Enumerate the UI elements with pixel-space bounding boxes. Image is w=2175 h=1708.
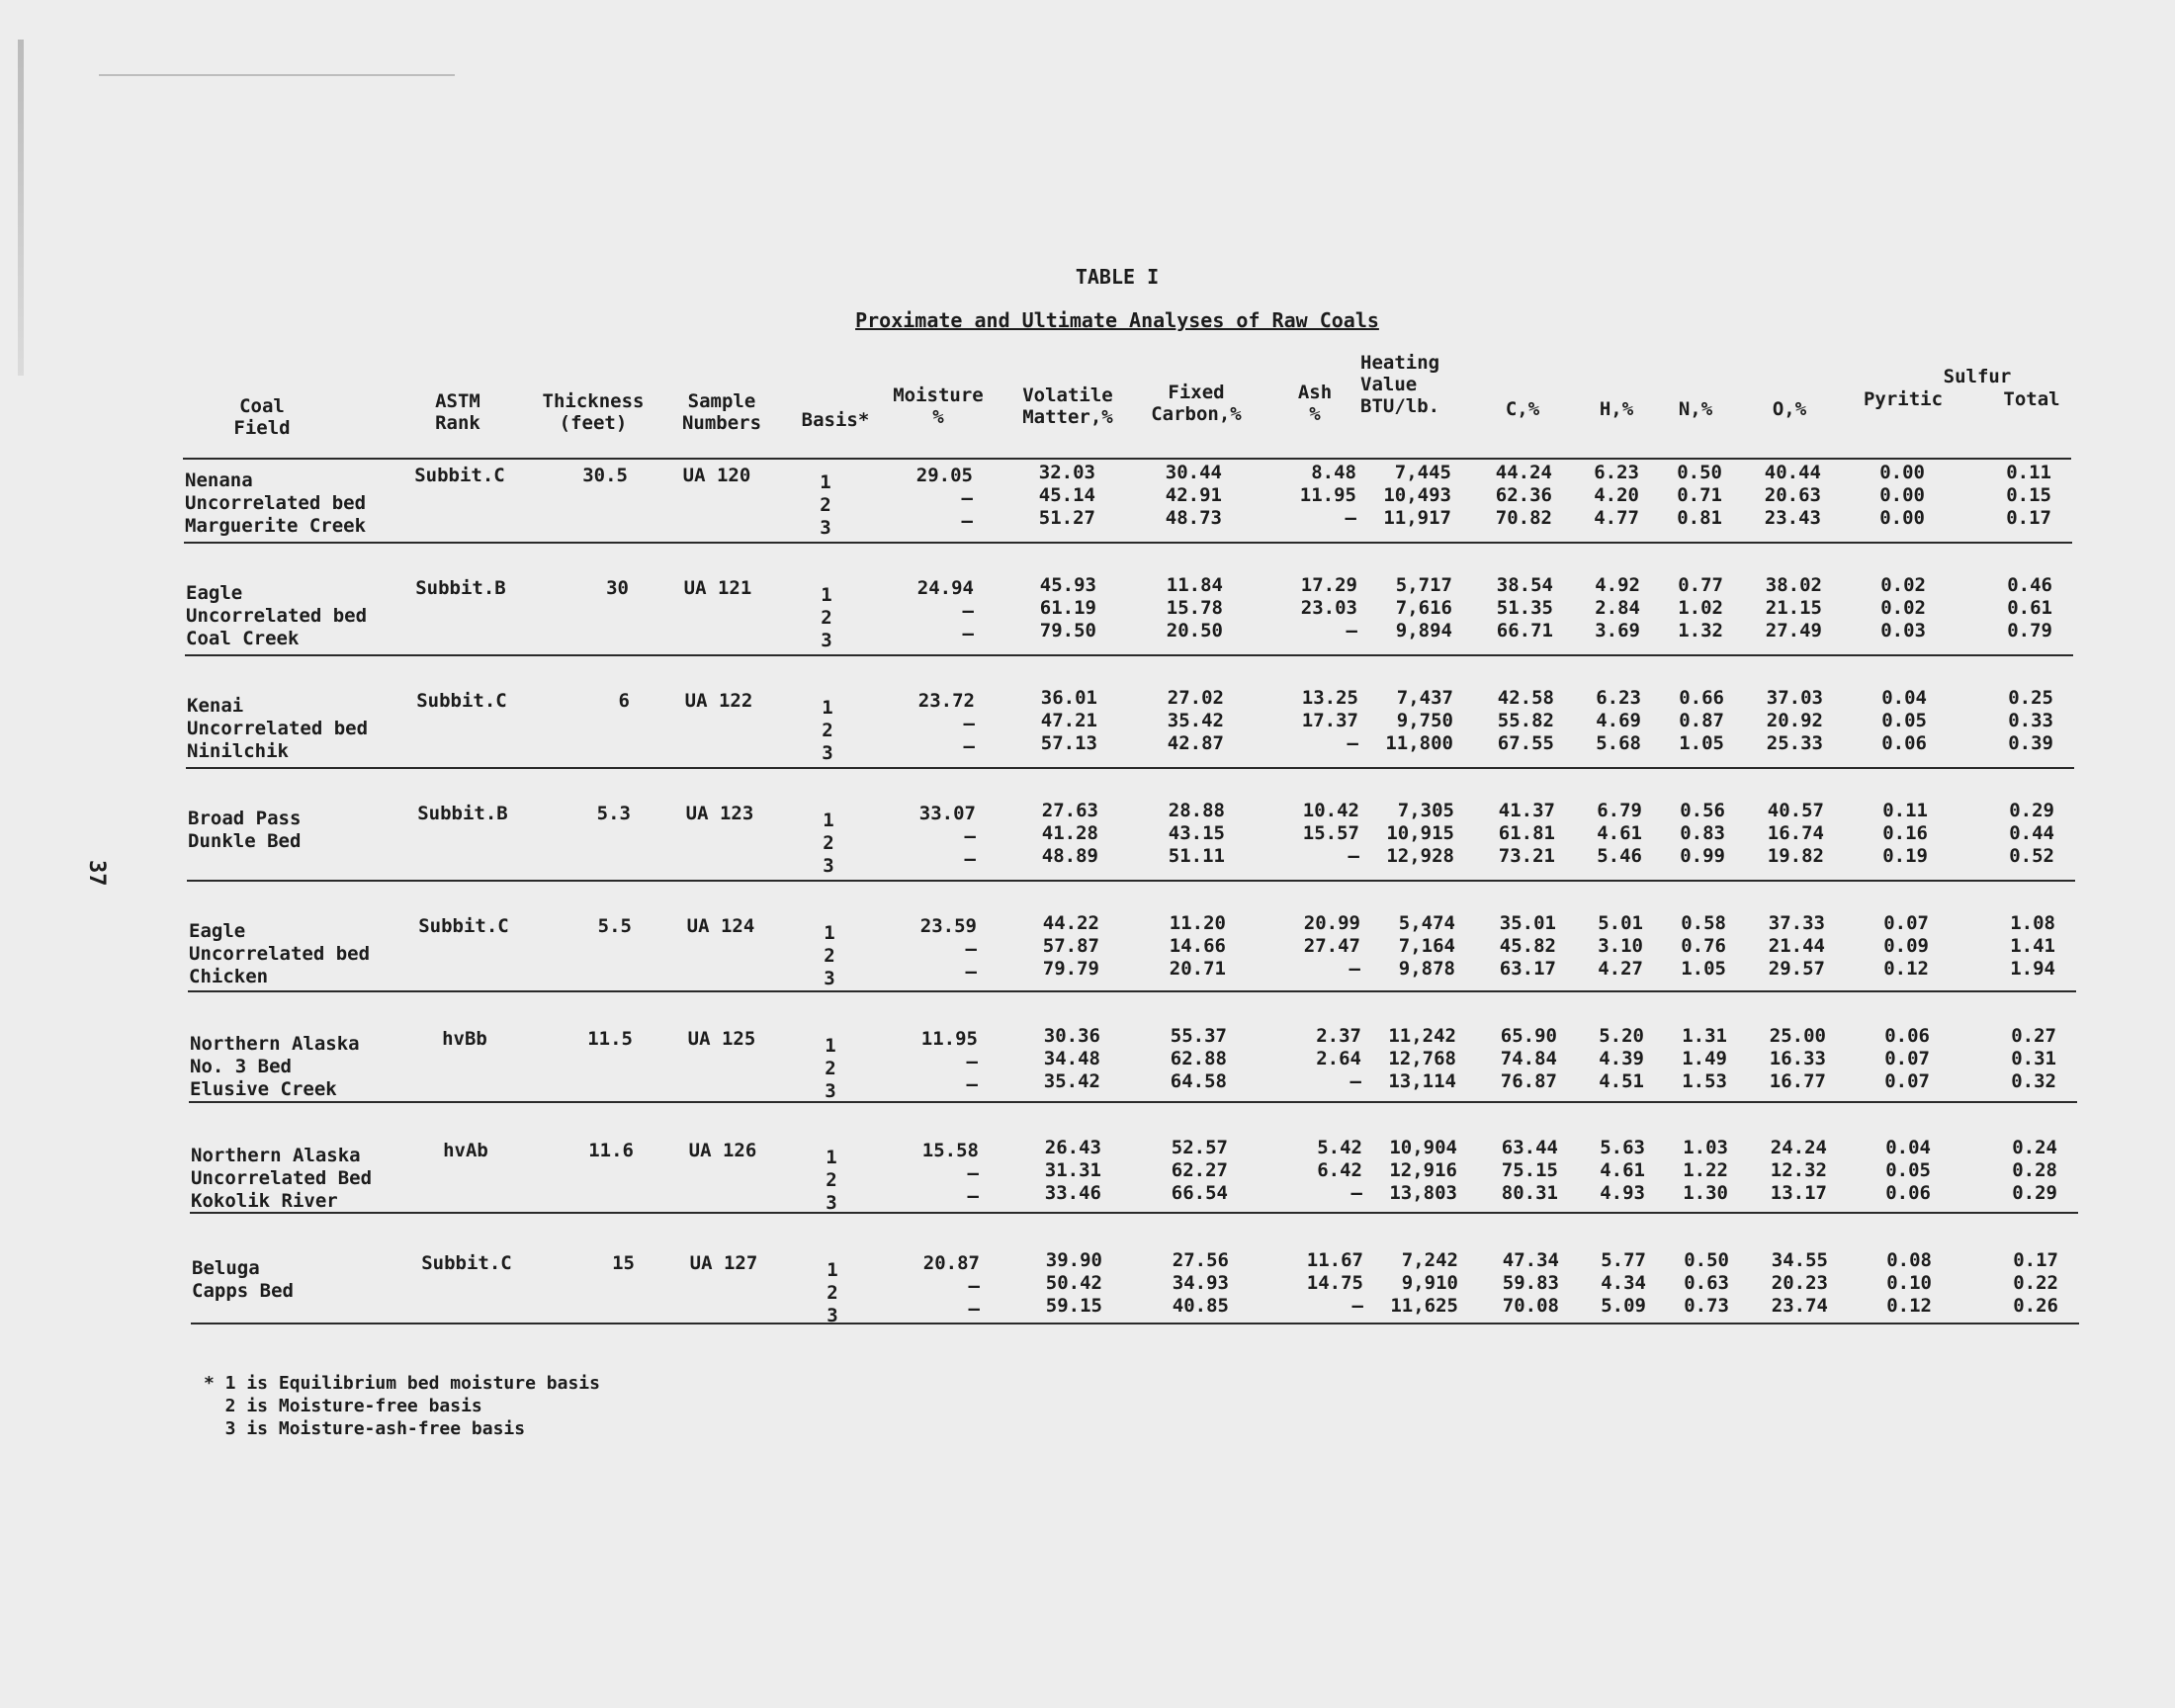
header-c: C,%	[1505, 398, 1540, 420]
cell-fixed: 52.57 62.27 66.54	[1171, 1137, 1228, 1204]
cell-thickness: 5.5	[597, 915, 632, 937]
cell-n: 1.31 1.49 1.53	[1682, 1025, 1727, 1092]
header-astm-rank: ASTM Rank	[435, 390, 480, 434]
scan-artifact-line	[99, 74, 455, 76]
cell-basis: 1 2 3	[826, 1259, 838, 1326]
cell-rank: Subbit.C	[421, 1252, 512, 1274]
cell-pyritic: 0.06 0.07 0.07	[1884, 1025, 1930, 1092]
header-ash: Ash %	[1297, 382, 1333, 425]
cell-pyritic: 0.04 0.05 0.06	[1881, 687, 1927, 754]
cell-o: 37.03 20.92 25.33	[1766, 687, 1823, 754]
cell-sample: UA 127	[689, 1252, 758, 1274]
cell-o: 37.33 21.44 29.57	[1768, 912, 1825, 980]
cell-volatile: 39.90 50.42 59.15	[1045, 1249, 1102, 1317]
cell-sample: UA 121	[683, 577, 752, 599]
cell-fixed: 27.02 35.42 42.87	[1167, 687, 1224, 754]
header-o: O,%	[1772, 398, 1807, 420]
cell-heating: 11,242 12,768 13,114	[1388, 1025, 1456, 1092]
cell-h: 6.23 4.69 5.68	[1596, 687, 1641, 754]
cell-h: 6.23 4.20 4.77	[1594, 462, 1639, 529]
cell-total: 0.46 0.61 0.79	[2007, 574, 2052, 641]
cell-thickness: 30	[606, 577, 629, 599]
cell-pyritic: 0.02 0.02 0.03	[1880, 574, 1926, 641]
cell-h: 5.63 4.61 4.93	[1600, 1137, 1645, 1204]
cell-c: 42.58 55.82 67.55	[1497, 687, 1554, 754]
cell-fixed: 30.44 42.91 48.73	[1165, 462, 1222, 529]
cell-rank: Subbit.B	[415, 577, 506, 599]
cell-c: 35.01 45.82 63.17	[1499, 912, 1556, 980]
cell-moisture: 23.59 — —	[919, 915, 977, 982]
cell-field: Broad Pass Dunkle Bed	[188, 808, 302, 852]
cell-volatile: 26.43 31.31 33.46	[1044, 1137, 1101, 1204]
cell-volatile: 27.63 41.28 48.89	[1041, 800, 1098, 867]
cell-h: 5.77 4.34 5.09	[1601, 1249, 1646, 1317]
cell-ash: 10.42 15.57 —	[1302, 800, 1359, 867]
cell-basis: 1 2 3	[823, 810, 834, 877]
cell-fixed: 27.56 34.93 40.85	[1172, 1249, 1229, 1317]
cell-c: 38.54 51.35 66.71	[1496, 574, 1553, 641]
cell-sample: UA 126	[688, 1140, 757, 1161]
cell-n: 0.58 0.76 1.05	[1681, 912, 1726, 980]
cell-field: Nenana Uncorrelated bed Marguerite Creek	[185, 470, 367, 537]
cell-moisture: 15.58 — —	[921, 1140, 979, 1207]
cell-volatile: 36.01 47.21 57.13	[1040, 687, 1097, 754]
cell-total: 0.27 0.31 0.32	[2011, 1025, 2056, 1092]
table-subtitle: Proximate and Ultimate Analyses of Raw Coals	[855, 308, 1379, 332]
cell-heating: 7,305 10,915 12,928	[1386, 800, 1454, 867]
cell-basis: 1 2 3	[821, 584, 832, 651]
cell-h: 6.79 4.61 5.46	[1597, 800, 1642, 867]
header-sulfur: Sulfur	[1943, 366, 2012, 387]
header-fixed-carbon: Fixed Carbon,%	[1151, 382, 1242, 425]
cell-moisture: 33.07 — —	[918, 803, 976, 870]
cell-moisture: 24.94 — —	[916, 577, 974, 644]
cell-c: 41.37 61.81 73.21	[1498, 800, 1555, 867]
cell-total: 0.11 0.15 0.17	[2006, 462, 2051, 529]
cell-fixed: 11.84 15.78 20.50	[1166, 574, 1223, 641]
cell-volatile: 32.03 45.14 51.27	[1038, 462, 1095, 529]
cell-h: 4.92 2.84 3.69	[1595, 574, 1640, 641]
cell-basis: 1 2 3	[824, 922, 835, 989]
table-rule	[183, 458, 2071, 460]
cell-h: 5.01 3.10 4.27	[1598, 912, 1643, 980]
cell-pyritic: 0.04 0.05 0.06	[1885, 1137, 1931, 1204]
cell-sample: UA 124	[686, 915, 755, 937]
cell-field: Eagle Uncorrelated bed Coal Creek	[186, 582, 368, 649]
cell-volatile: 45.93 61.19 79.50	[1039, 574, 1096, 641]
cell-ash: 11.67 14.75 —	[1306, 1249, 1363, 1317]
table-title: TABLE I	[1075, 265, 1160, 289]
header-total: Total	[2003, 388, 2060, 410]
cell-thickness: 15	[612, 1252, 635, 1274]
cell-n: 0.56 0.83 0.99	[1680, 800, 1725, 867]
cell-thickness: 11.6	[588, 1140, 634, 1161]
cell-o: 38.02 21.15 27.49	[1765, 574, 1822, 641]
header-heating-value: Heating Value BTU/lb.	[1360, 352, 1440, 417]
cell-heating: 5,717 7,616 9,894	[1395, 574, 1452, 641]
cell-heating: 5,474 7,164 9,878	[1398, 912, 1455, 980]
table-rule	[188, 990, 2076, 992]
cell-heating: 7,437 9,750 11,800	[1385, 687, 1453, 754]
cell-rank: Subbit.C	[416, 690, 507, 712]
cell-total: 0.24 0.28 0.29	[2012, 1137, 2057, 1204]
cell-o: 25.00 16.33 16.77	[1769, 1025, 1826, 1092]
table-rule	[190, 1212, 2078, 1214]
cell-pyritic: 0.07 0.09 0.12	[1883, 912, 1929, 980]
cell-c: 44.24 62.36 70.82	[1495, 462, 1552, 529]
cell-pyritic: 0.00 0.00 0.00	[1879, 462, 1925, 529]
cell-n: 0.50 0.71 0.81	[1677, 462, 1722, 529]
cell-ash: 20.99 27.47 —	[1303, 912, 1360, 980]
cell-moisture: 23.72 — —	[917, 690, 975, 757]
table-rule	[184, 542, 2072, 544]
cell-heating: 7,445 10,493 11,917	[1383, 462, 1451, 529]
footnote-1: * 1 is Equilibrium bed moisture basis	[204, 1373, 600, 1394]
cell-basis: 1 2 3	[825, 1035, 836, 1102]
cell-total: 0.25 0.33 0.39	[2008, 687, 2053, 754]
cell-field: Beluga Capps Bed	[192, 1257, 294, 1302]
cell-ash: 2.37 2.64 —	[1316, 1025, 1361, 1092]
header-volatile-matter: Volatile Matter,%	[1022, 384, 1113, 428]
cell-thickness: 5.3	[596, 803, 631, 824]
cell-fixed: 28.88 43.15 51.11	[1168, 800, 1225, 867]
cell-rank: Subbit.C	[414, 465, 505, 486]
cell-moisture: 29.05 — —	[915, 465, 973, 532]
footnote-2: 2 is Moisture-free basis	[204, 1396, 482, 1416]
cell-ash: 8.48 11.95 —	[1299, 462, 1356, 529]
cell-basis: 1 2 3	[822, 697, 833, 764]
cell-o: 40.44 20.63 23.43	[1764, 462, 1821, 529]
cell-field: Northern Alaska Uncorrelated Bed Kokolik River	[191, 1145, 373, 1212]
cell-o: 40.57 16.74 19.82	[1767, 800, 1824, 867]
footnote-3: 3 is Moisture-ash-free basis	[204, 1418, 526, 1439]
table-rule	[191, 1323, 2079, 1324]
header-h: H,%	[1599, 398, 1634, 420]
cell-ash: 5.42 6.42 —	[1317, 1137, 1362, 1204]
cell-field: Northern Alaska No. 3 Bed Elusive Creek	[190, 1033, 360, 1100]
page-number: 37	[84, 860, 109, 887]
cell-rank: hvBb	[442, 1028, 487, 1050]
cell-n: 1.03 1.22 1.30	[1683, 1137, 1728, 1204]
cell-n: 0.66 0.87 1.05	[1679, 687, 1724, 754]
cell-ash: 13.25 17.37 —	[1301, 687, 1358, 754]
header-moisture: Moisture %	[893, 384, 984, 428]
cell-o: 34.55 20.23 23.74	[1771, 1249, 1828, 1317]
cell-fixed: 55.37 62.88 64.58	[1170, 1025, 1227, 1092]
cell-field: Eagle Uncorrelated bed Chicken	[189, 920, 371, 987]
cell-total: 1.08 1.41 1.94	[2010, 912, 2055, 980]
cell-thickness: 11.5	[587, 1028, 633, 1050]
cell-basis: 1 2 3	[820, 471, 831, 539]
cell-pyritic: 0.08 0.10 0.12	[1886, 1249, 1932, 1317]
cell-rank: Subbit.B	[417, 803, 508, 824]
cell-sample: UA 122	[684, 690, 753, 712]
cell-thickness: 6	[618, 690, 630, 712]
cell-sample: UA 123	[685, 803, 754, 824]
cell-rank: Subbit.C	[418, 915, 509, 937]
cell-ash: 17.29 23.03 —	[1300, 574, 1357, 641]
header-basis: Basis*	[801, 409, 870, 431]
cell-moisture: 11.95 — —	[920, 1028, 978, 1095]
cell-thickness: 30.5	[582, 465, 628, 486]
cell-rank: hvAb	[443, 1140, 488, 1161]
table-rule	[189, 1101, 2077, 1103]
cell-o: 24.24 12.32 13.17	[1770, 1137, 1827, 1204]
cell-fixed: 11.20 14.66 20.71	[1169, 912, 1226, 980]
cell-n: 0.50 0.63 0.73	[1684, 1249, 1729, 1317]
cell-pyritic: 0.11 0.16 0.19	[1882, 800, 1928, 867]
cell-volatile: 44.22 57.87 79.79	[1042, 912, 1099, 980]
table-rule	[187, 880, 2075, 882]
cell-c: 65.90 74.84 76.87	[1500, 1025, 1557, 1092]
table-rule	[185, 654, 2073, 656]
cell-n: 0.77 1.02 1.32	[1678, 574, 1723, 641]
cell-moisture: 20.87 — —	[922, 1252, 980, 1320]
header-thickness: Thickness (feet)	[542, 390, 645, 434]
header-sample-numbers: Sample Numbers	[681, 390, 762, 434]
cell-sample: UA 120	[682, 465, 751, 486]
cell-heating: 10,904 12,916 13,803	[1389, 1137, 1457, 1204]
cell-c: 63.44 75.15 80.31	[1501, 1137, 1558, 1204]
cell-sample: UA 125	[687, 1028, 756, 1050]
header-coal-field: Coal Field	[233, 395, 291, 439]
cell-field: Kenai Uncorrelated bed Ninilchik	[187, 695, 369, 762]
header-pyritic: Pyritic	[1863, 388, 1944, 410]
cell-heating: 7,242 9,910 11,625	[1390, 1249, 1458, 1317]
cell-total: 0.17 0.22 0.26	[2013, 1249, 2058, 1317]
cell-c: 47.34 59.83 70.08	[1502, 1249, 1559, 1317]
header-n: N,%	[1678, 398, 1713, 420]
cell-total: 0.29 0.44 0.52	[2009, 800, 2054, 867]
cell-h: 5.20 4.39 4.51	[1599, 1025, 1644, 1092]
table-rule	[186, 767, 2074, 769]
cell-basis: 1 2 3	[826, 1147, 837, 1214]
cell-volatile: 30.36 34.48 35.42	[1043, 1025, 1100, 1092]
